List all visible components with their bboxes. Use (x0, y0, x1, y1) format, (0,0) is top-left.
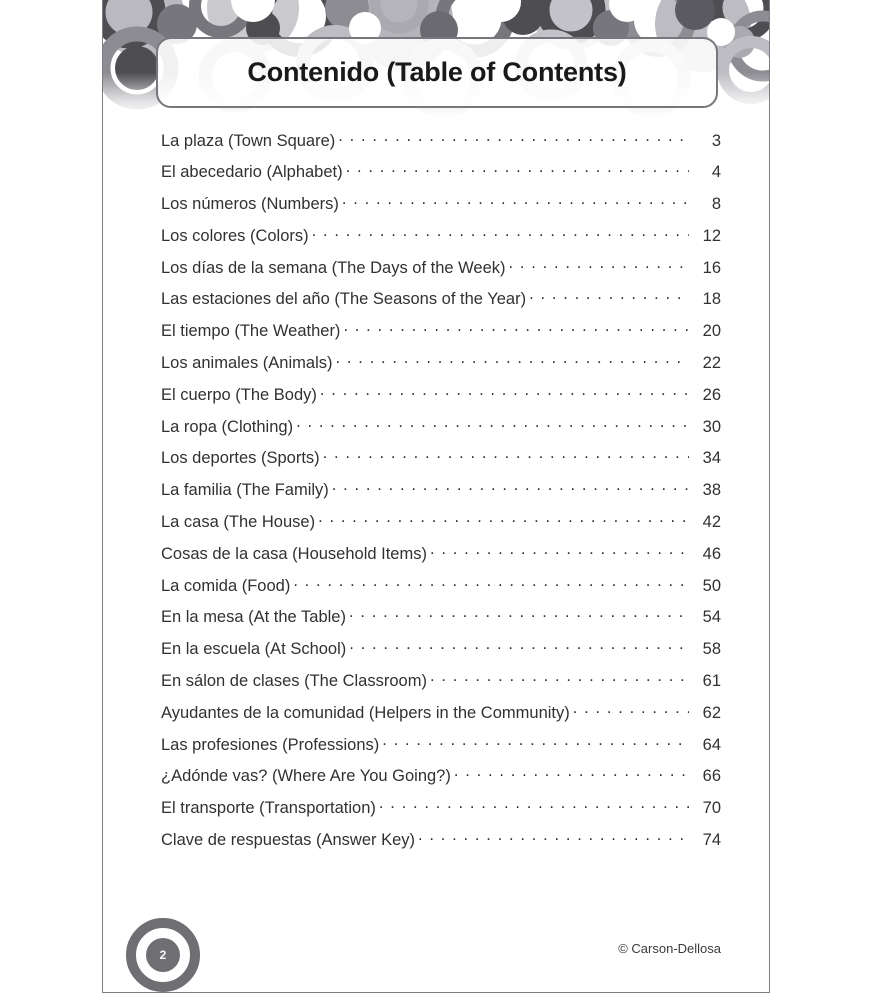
toc-entry-label: La familia (The Family) (161, 481, 329, 500)
toc-entry[interactable] (161, 383, 721, 415)
toc-dot-leader (529, 288, 689, 305)
toc-dot-leader (418, 829, 689, 846)
toc-entry-label: Clave de respuestas (Answer Key) (161, 831, 416, 850)
toc-dot-leader (509, 256, 689, 273)
toc-entry-label: Las profesiones (Professions) (161, 735, 380, 754)
toc-entry[interactable] (161, 161, 721, 193)
toc-entry[interactable] (161, 670, 721, 702)
toc-entry-label: El tiempo (The Weather) (161, 322, 341, 341)
toc-entry[interactable] (161, 765, 721, 797)
toc-entry[interactable] (161, 574, 721, 606)
toc-entry-page-number: 18 (702, 290, 721, 309)
toc-dot-leader (338, 129, 689, 146)
toc-entry-label: Las estaciones del año (The Seasons of the Year) (161, 290, 527, 309)
toc-dot-leader (430, 670, 689, 687)
toc-entry[interactable] (161, 733, 721, 765)
toc-dot-leader (320, 383, 689, 400)
toc-dot-leader (296, 415, 689, 432)
toc-entry[interactable] (161, 256, 721, 288)
toc-entry[interactable] (161, 479, 721, 511)
toc-entry-page-number: 62 (702, 703, 721, 722)
toc-entry-label: Ayudantes de la comunidad (Helpers in the Community) (161, 703, 570, 722)
toc-entry-page-number: 34 (702, 449, 721, 468)
toc-entry-label: Los números (Numbers) (161, 195, 339, 214)
toc-dot-leader (346, 161, 689, 178)
toc-dot-leader (332, 479, 689, 496)
toc-entry-page-number: 16 (702, 258, 721, 277)
toc-entry-page-number: 4 (711, 163, 721, 182)
toc-entry-page-number: 12 (702, 226, 721, 245)
toc-entry[interactable] (161, 415, 721, 447)
toc-entry-label: El transporte (Transportation) (161, 799, 376, 818)
toc-entry-page-number: 61 (702, 672, 721, 691)
toc-entry-page-number: 8 (711, 195, 721, 214)
toc-entry[interactable] (161, 288, 721, 320)
toc-dot-leader (343, 320, 689, 337)
toc-dot-leader (430, 542, 689, 559)
toc-entry-label: Los colores (Colors) (161, 226, 309, 245)
toc-entry-page-number: 30 (702, 417, 721, 436)
toc-entry-label: ¿Adónde vas? (Where Are You Going?) (161, 767, 451, 786)
toc-entry-label: Los días de la semana (The Days of the Week) (161, 258, 506, 277)
table-of-contents-list (161, 129, 721, 860)
toc-entry-label: La plaza (Town Square) (161, 131, 336, 150)
toc-entry-label: En la mesa (At the Table) (161, 608, 346, 627)
toc-entry[interactable] (161, 224, 721, 256)
toc-entry[interactable] (161, 542, 721, 574)
toc-entry-page-number: 58 (702, 640, 721, 659)
page-title: Contenido (Table of Contents) (247, 57, 627, 87)
toc-entry[interactable] (161, 447, 721, 479)
toc-entry-label: Cosas de la casa (Household Items) (161, 544, 427, 563)
toc-entry-page-number: 26 (702, 385, 721, 404)
toc-entry-page-number: 20 (702, 322, 721, 341)
toc-dot-leader (318, 511, 689, 528)
toc-entry[interactable] (161, 701, 721, 733)
toc-dot-leader (454, 765, 689, 782)
toc-entry-page-number: 70 (702, 799, 721, 818)
toc-entry-label: Los animales (Animals) (161, 354, 333, 373)
book-page (102, 0, 770, 993)
toc-entry-page-number: 22 (702, 354, 721, 373)
toc-entry[interactable] (161, 829, 721, 861)
toc-dot-leader (335, 352, 689, 369)
toc-entry-label: Los deportes (Sports) (161, 449, 320, 468)
toc-entry[interactable] (161, 638, 721, 670)
toc-entry-page-number: 54 (702, 608, 721, 627)
toc-entry-label: En sálon de clases (The Classroom) (161, 672, 427, 691)
toc-dot-leader (573, 701, 689, 718)
toc-dot-leader (382, 733, 689, 750)
toc-entry-page-number: 42 (702, 513, 721, 532)
toc-entry-label: La casa (The House) (161, 513, 316, 532)
toc-entry-label: La ropa (Clothing) (161, 417, 294, 436)
toc-entry[interactable] (161, 320, 721, 352)
toc-entry-label: El abecedario (Alphabet) (161, 163, 343, 182)
toc-entry-page-number: 38 (702, 481, 721, 500)
page-number-value: 2 (159, 948, 167, 962)
toc-dot-leader (379, 797, 689, 814)
toc-dot-leader (293, 574, 689, 591)
toc-entry[interactable] (161, 511, 721, 543)
toc-entry[interactable] (161, 797, 721, 829)
toc-dot-leader (312, 224, 689, 241)
toc-entry[interactable] (161, 352, 721, 384)
toc-entry-page-number: 64 (702, 735, 721, 754)
toc-dot-leader (323, 447, 689, 464)
toc-dot-leader (349, 638, 689, 655)
toc-dot-leader (342, 193, 689, 210)
toc-entry[interactable] (161, 606, 721, 638)
toc-entry-label: La comida (Food) (161, 576, 291, 595)
toc-entry[interactable] (161, 193, 721, 225)
toc-entry-label: En la escuela (At School) (161, 640, 347, 659)
toc-entry-page-number: 66 (702, 767, 721, 786)
toc-entry[interactable] (161, 129, 721, 161)
toc-entry-page-number: 3 (711, 131, 721, 150)
page-number-badge (124, 916, 202, 993)
toc-dot-leader (349, 606, 689, 623)
toc-entry-page-number: 74 (702, 831, 721, 850)
copyright-notice: © Carson-Dellosa (618, 941, 721, 956)
toc-entry-page-number: 50 (702, 576, 721, 595)
page-title-box (156, 37, 718, 108)
toc-entry-page-number: 46 (702, 544, 721, 563)
toc-entry-label: El cuerpo (The Body) (161, 385, 317, 404)
